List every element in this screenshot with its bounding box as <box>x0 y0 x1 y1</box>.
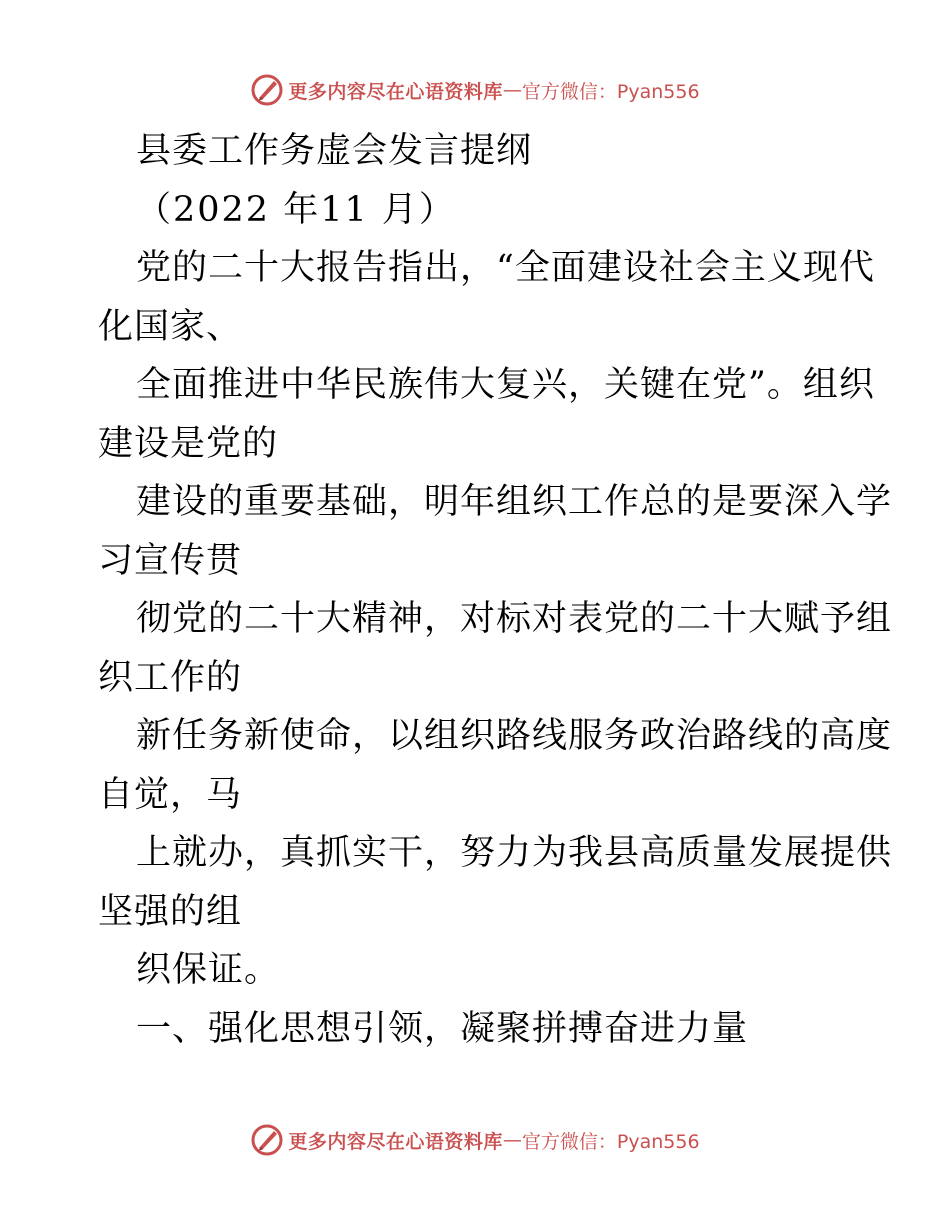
text-line: 化国家、 <box>98 306 243 347</box>
text-line: 上就办，真抓实干，努力为我县高质量发展提供 <box>136 833 893 873</box>
text-line: 自觉，马 <box>98 774 243 815</box>
text-line: 一、强化思想引领，凝聚拼搏奋进力量 <box>136 1008 749 1049</box>
document-title: 县委工作务虚会发言提纲 <box>136 131 533 171</box>
text-line: 习宣传贯 <box>98 540 243 581</box>
watermark-dash: — <box>502 79 522 101</box>
text-line: 彻党的二十大精神，对标对表党的二十大赋予组 <box>136 599 893 639</box>
text-line: 全面推进中华民族伟大复兴，关键在党”。组织 <box>136 365 875 405</box>
document-body <box>98 122 893 1058</box>
text-line: 党的二十大报告指出，“全面建设社会主义现代 <box>136 248 875 288</box>
document-date: （2022 年11 月） <box>136 189 456 230</box>
watermark-dash: — <box>502 1129 522 1151</box>
text-line: 织保证。 <box>136 950 281 990</box>
text-line: 新任务新使命，以组织路线服务政治路线的高度 <box>136 716 893 756</box>
header-watermark <box>0 70 950 110</box>
watermark-text: 更多内容尽在心语资料库 <box>288 1130 503 1153</box>
footer-watermark <box>0 1120 950 1160</box>
text-line: 坚强的组 <box>98 891 243 932</box>
text-line: 建设是党的 <box>98 423 279 464</box>
text-line: 织工作的 <box>98 657 243 698</box>
quill-logo-icon <box>250 1123 284 1157</box>
watermark-contact: 官方微信：Pyan556 <box>521 1130 700 1153</box>
quill-logo-icon <box>250 73 284 107</box>
watermark-contact: 官方微信：Pyan556 <box>521 80 700 103</box>
watermark-text: 更多内容尽在心语资料库 <box>288 80 503 103</box>
text-line: 建设的重要基础，明年组织工作总的是要深入学 <box>136 482 893 522</box>
